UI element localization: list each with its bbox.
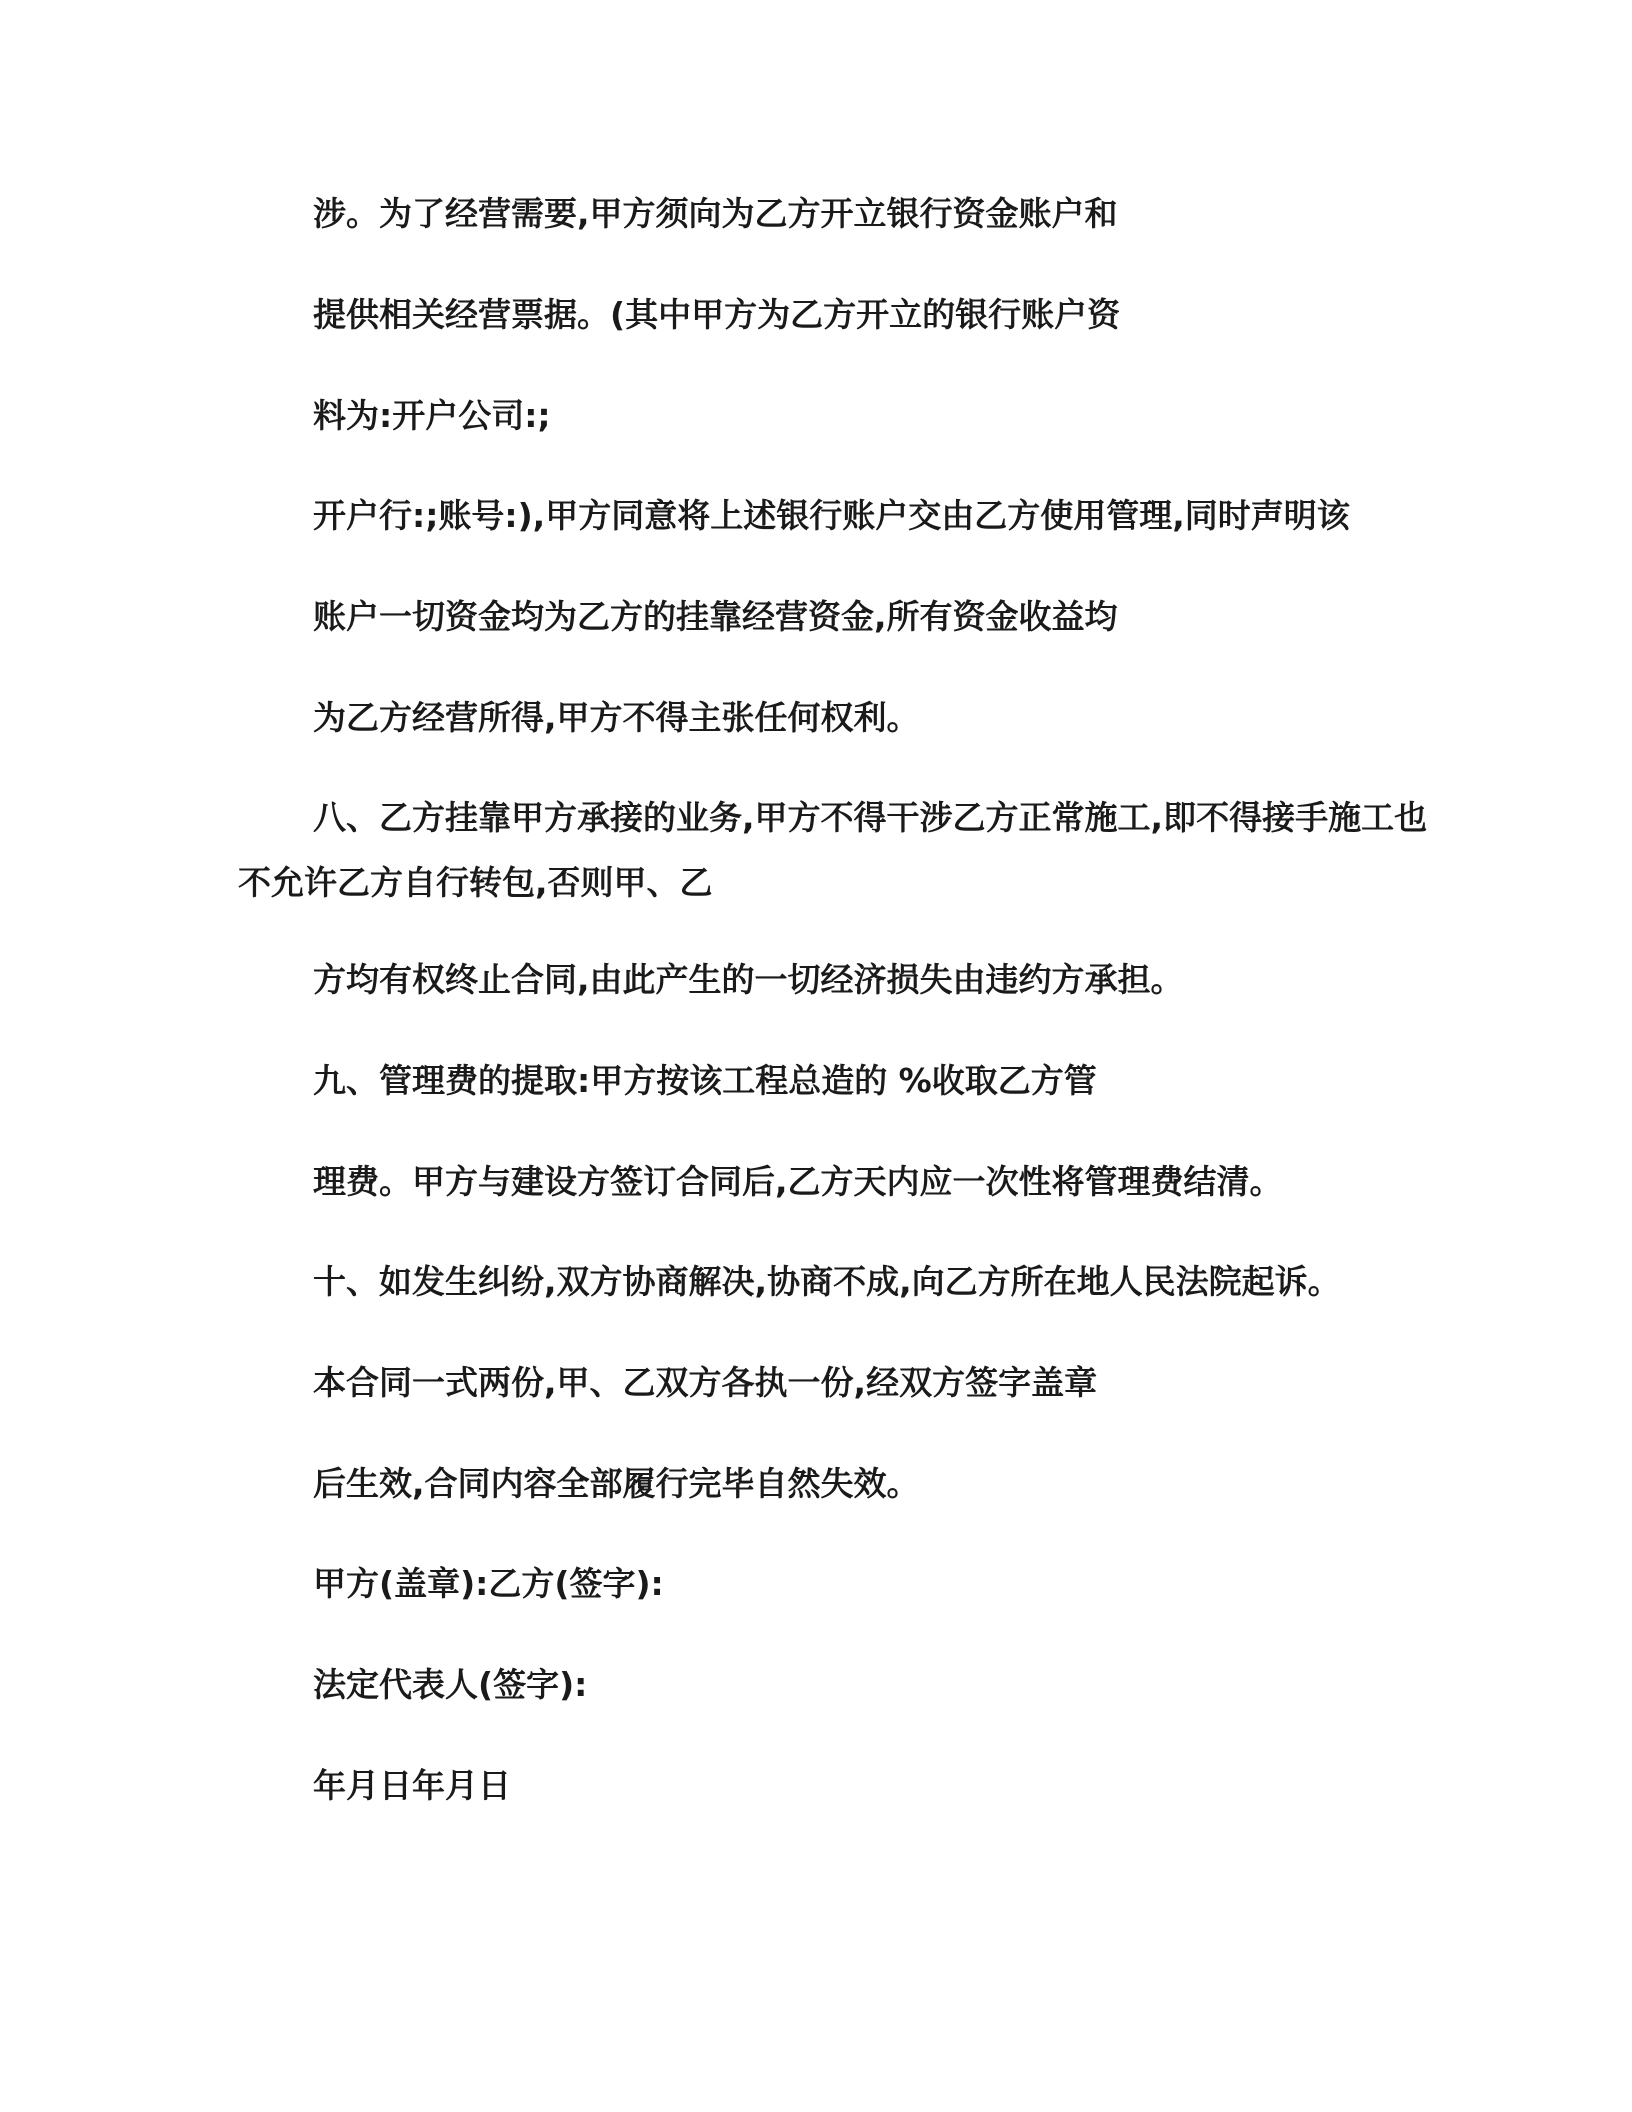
text-line-1: 涉。为了经营需要,甲方须向为乙方开立银行资金账户和 [313, 194, 1118, 233]
text-line-16: 法定代表人(签字): [313, 1665, 588, 1704]
text-line-6: 为乙方经营所得,甲方不得主张任何权利。 [313, 698, 920, 737]
text-line-2: 提供相关经营票据。(其中甲方为乙方开立的银行账户资 [313, 295, 1121, 334]
text-line-5: 账户一切资金均为乙方的挂靠经营资金,所有资金收益均 [313, 597, 1118, 636]
text-line-13: 本合同一式两份,甲、乙双方各执一份,经双方签字盖章 [313, 1363, 1098, 1402]
text-line-15: 甲方(盖章):乙方(签字): [313, 1564, 664, 1603]
text-line-14: 后生效,合同内容全部履行完毕自然失效。 [313, 1464, 920, 1503]
text-line-3: 料为:开户公司:; [313, 396, 551, 435]
text-line-4: 开户行:;账号:),甲方同意将上述银行账户交由乙方使用管理,同时声明该 [313, 496, 1350, 535]
text-line-7: 八、乙方挂靠甲方承接的业务,甲方不得干涉乙方正常施工,即不得接手施工也 [313, 798, 1428, 837]
text-line-17: 年月日年月日 [313, 1766, 511, 1805]
text-line-10: 九、管理费的提取:甲方按该工程总造的 %收取乙方管 [313, 1061, 1097, 1100]
text-line-8: 不允许乙方自行转包,否则甲、乙 [238, 863, 713, 902]
text-line-11: 理费。甲方与建设方签订合同后,乙方天内应一次性将管理费结清。 [313, 1162, 1283, 1201]
text-line-12: 十、如发生纠纷,双方协商解决,协商不成,向乙方所在地人民法院起诉。 [313, 1262, 1341, 1301]
text-line-9: 方均有权终止合同,由此产生的一切经济损失由违约方承担。 [313, 960, 1184, 999]
